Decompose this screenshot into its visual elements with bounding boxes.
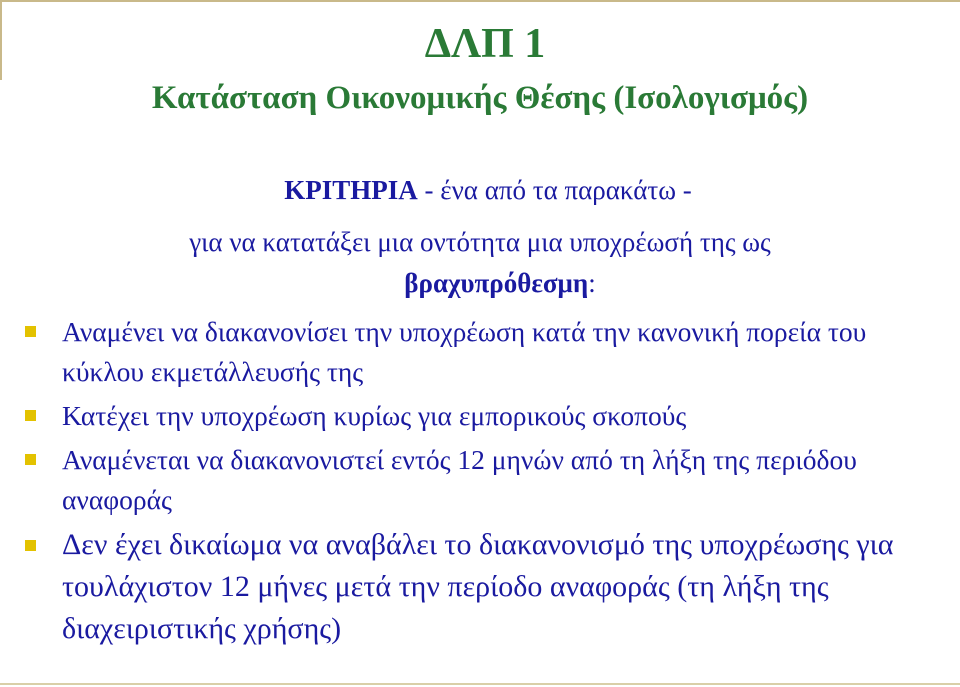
criteria-heading (0, 172, 960, 208)
criteria-heading-bold: ΚΡΙΤΗΡΙΑ (284, 175, 418, 205)
list-item-text: Αναμένει να διακανονίσει την υποχρέωση κατά την κανονική πορεία του κύκλου εκμετάλλευσής της (62, 316, 867, 387)
square-bullet-icon (25, 540, 36, 551)
list-item-text: Κατέχει την υποχρέωση κυρίως για εμπορικούς σκοπούς (62, 400, 687, 431)
list-item (0, 396, 960, 436)
list-item-text: Αναμένεται να διακανονιστεί εντός 12 μηνών από τη λήξη της περιόδου αναφοράς (62, 444, 857, 515)
criteria-list (0, 312, 960, 654)
criteria-heading-rest: - ένα από τα παρακάτω - (417, 175, 692, 205)
criteria-line: για να κατατάξει μια οντότητα μια υποχρέωσή της ως (189, 227, 771, 257)
list-item-text: Δεν έχει δικαίωμα να αναβάλει το διακανονισμό της υποχρέωσης για τουλάχιστον 12 μήνες μετά την περίοδο αναφοράς (τη λήξη της διαχειριστικής χρήσης) (62, 528, 894, 645)
slide-subtitle: Κατάσταση Οικονομικής Θέσης (Ισολογισμός) (151, 80, 809, 116)
list-item (0, 524, 960, 650)
square-bullet-icon (25, 326, 36, 337)
square-bullet-icon (25, 410, 36, 421)
criteria-term (0, 265, 960, 301)
list-item (0, 312, 960, 392)
bottom-frame-line (0, 683, 960, 685)
square-bullet-icon (25, 454, 36, 465)
list-item (0, 440, 960, 520)
top-frame-line (0, 0, 960, 2)
slide-title: ΔΛΠ 1 (424, 21, 546, 67)
criteria-term-colon: : (588, 268, 596, 298)
criteria-term-bold: βραχυπρόθεσμη (404, 268, 589, 298)
